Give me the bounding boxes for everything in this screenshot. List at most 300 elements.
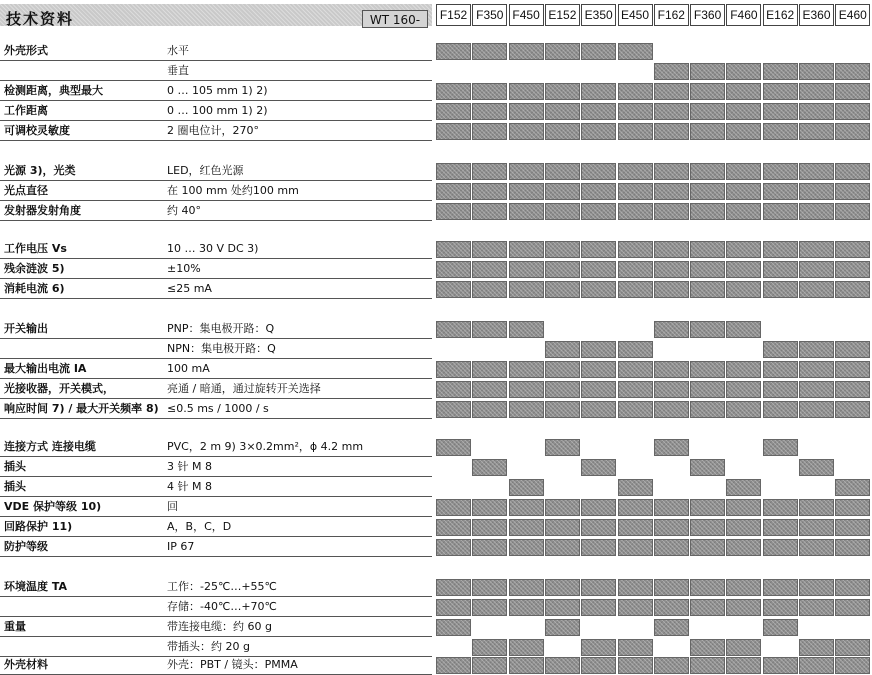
applicable-cell <box>436 203 471 220</box>
row-divider <box>0 616 432 617</box>
applicable-cell <box>545 163 580 180</box>
empty-cell <box>690 479 725 496</box>
column-header: F450 <box>509 4 544 26</box>
applicable-cell <box>618 43 653 60</box>
applicable-cell <box>835 381 870 398</box>
applicable-cell <box>436 401 471 418</box>
empty-cell <box>509 439 544 456</box>
empty-cell <box>763 639 798 656</box>
row-label: 外壳形式 <box>4 44 48 57</box>
empty-cell <box>799 479 834 496</box>
row-label: 光接收器，开关模式， <box>4 382 114 395</box>
row-label: 工作距离 <box>4 104 48 117</box>
applicable-cell <box>436 281 471 298</box>
applicable-cell <box>581 599 616 616</box>
empty-cell <box>545 639 580 656</box>
empty-cell <box>618 321 653 338</box>
empty-cell <box>726 439 761 456</box>
applicable-cell <box>472 459 507 476</box>
row-label: 光源 3)，光类 <box>4 164 76 177</box>
row-divider <box>0 378 432 379</box>
row-divider <box>0 516 432 517</box>
applicable-cell <box>690 83 725 100</box>
applicable-cell <box>690 321 725 338</box>
applicable-cell <box>472 281 507 298</box>
applicable-cell <box>799 241 834 258</box>
column-header: F162 <box>654 4 689 26</box>
applicable-cell <box>545 619 580 636</box>
applicable-cell <box>581 281 616 298</box>
applicable-cell <box>545 43 580 60</box>
applicable-cell <box>545 123 580 140</box>
applicable-cell <box>835 123 870 140</box>
empty-cell <box>436 639 471 656</box>
empty-cell <box>581 63 616 80</box>
applicable-cell <box>545 103 580 120</box>
applicable-cell <box>690 261 725 278</box>
applicable-cell <box>799 459 834 476</box>
row-value: 100 mA <box>167 362 210 375</box>
applicable-cell <box>654 439 689 456</box>
column-header: F350 <box>472 4 507 26</box>
applicable-cell <box>799 261 834 278</box>
applicable-cell <box>799 599 834 616</box>
row-value: 0 … 105 mm 1) 2) <box>167 84 268 97</box>
applicable-cell <box>726 203 761 220</box>
applicable-cell <box>472 361 507 378</box>
row-value: 垂直 <box>167 64 189 77</box>
applicable-cell <box>799 123 834 140</box>
applicable-cell <box>654 103 689 120</box>
empty-cell <box>835 459 870 476</box>
applicable-cell <box>581 499 616 516</box>
applicable-cell <box>654 361 689 378</box>
column-header: F360 <box>690 4 725 26</box>
applicable-cell <box>618 281 653 298</box>
applicable-cell <box>509 321 544 338</box>
row-label: 发射器发射角度 <box>4 204 81 217</box>
applicable-cell <box>472 381 507 398</box>
applicable-cell <box>835 361 870 378</box>
applicable-cell <box>690 639 725 656</box>
empty-cell <box>726 43 761 60</box>
applicable-cell <box>509 479 544 496</box>
applicable-cell <box>763 281 798 298</box>
applicable-cell <box>618 639 653 656</box>
applicable-cell <box>436 183 471 200</box>
applicable-cell <box>509 261 544 278</box>
applicable-cell <box>726 261 761 278</box>
applicable-cell <box>545 241 580 258</box>
applicable-cell <box>763 103 798 120</box>
empty-cell <box>618 63 653 80</box>
applicable-cell <box>763 361 798 378</box>
empty-cell <box>545 459 580 476</box>
empty-cell <box>654 43 689 60</box>
applicable-cell <box>581 361 616 378</box>
applicable-cell <box>726 599 761 616</box>
applicable-cell <box>436 599 471 616</box>
applicable-cell <box>436 657 471 674</box>
applicable-cell <box>509 519 544 536</box>
applicable-cell <box>472 43 507 60</box>
applicable-cell <box>690 459 725 476</box>
row-label: 光点直径 <box>4 184 48 197</box>
row-value: 约 40° <box>167 204 201 217</box>
applicable-cell <box>763 519 798 536</box>
applicable-cell <box>654 579 689 596</box>
applicable-cell <box>581 83 616 100</box>
row-value: 10 … 30 V DC 3) <box>167 242 259 255</box>
applicable-cell <box>545 519 580 536</box>
empty-cell <box>763 321 798 338</box>
applicable-cell <box>581 203 616 220</box>
applicable-cell <box>835 281 870 298</box>
applicable-cell <box>835 103 870 120</box>
applicable-cell <box>472 639 507 656</box>
row-divider <box>0 298 432 299</box>
applicable-cell <box>436 261 471 278</box>
applicable-cell <box>726 361 761 378</box>
applicable-cell <box>618 499 653 516</box>
applicable-cell <box>581 401 616 418</box>
applicable-cell <box>654 281 689 298</box>
applicable-cell <box>436 103 471 120</box>
column-header: E360 <box>799 4 834 26</box>
applicable-cell <box>472 203 507 220</box>
empty-cell <box>509 63 544 80</box>
applicable-cell <box>618 83 653 100</box>
applicable-cell <box>436 381 471 398</box>
applicable-cell <box>581 103 616 120</box>
applicable-cell <box>472 539 507 556</box>
empty-cell <box>545 479 580 496</box>
applicable-cell <box>726 163 761 180</box>
applicable-cell <box>472 599 507 616</box>
applicable-cell <box>472 657 507 674</box>
applicable-cell <box>690 361 725 378</box>
applicable-cell <box>472 401 507 418</box>
applicable-cell <box>618 123 653 140</box>
applicable-cell <box>618 361 653 378</box>
applicable-cell <box>654 519 689 536</box>
column-header: E162 <box>763 4 798 26</box>
empty-cell <box>436 459 471 476</box>
row-divider <box>0 556 432 557</box>
empty-cell <box>472 63 507 80</box>
empty-cell <box>581 619 616 636</box>
row-value: ≤25 mA <box>167 282 212 295</box>
applicable-cell <box>726 519 761 536</box>
applicable-cell <box>581 241 616 258</box>
applicable-cell <box>799 401 834 418</box>
applicable-cell <box>835 499 870 516</box>
applicable-cell <box>654 123 689 140</box>
applicable-cell <box>835 203 870 220</box>
applicable-cell <box>726 281 761 298</box>
applicable-cell <box>472 321 507 338</box>
applicable-cell <box>726 657 761 674</box>
applicable-cell <box>799 203 834 220</box>
applicable-cell <box>726 499 761 516</box>
applicable-cell <box>472 499 507 516</box>
applicable-cell <box>799 519 834 536</box>
row-divider <box>0 636 432 637</box>
applicable-cell <box>690 123 725 140</box>
applicable-cell <box>835 657 870 674</box>
row-divider <box>0 596 432 597</box>
applicable-cell <box>763 579 798 596</box>
applicable-cell <box>763 657 798 674</box>
empty-cell <box>835 619 870 636</box>
applicable-cell <box>690 579 725 596</box>
applicable-cell <box>690 203 725 220</box>
applicable-cell <box>763 619 798 636</box>
applicable-cell <box>472 579 507 596</box>
empty-cell <box>654 479 689 496</box>
applicable-cell <box>690 657 725 674</box>
applicable-cell <box>690 519 725 536</box>
empty-cell <box>545 321 580 338</box>
column-header: E460 <box>835 4 870 26</box>
applicable-cell <box>726 381 761 398</box>
applicable-cell <box>436 361 471 378</box>
applicable-cell <box>618 539 653 556</box>
applicable-cell <box>690 499 725 516</box>
empty-cell <box>799 619 834 636</box>
row-label: VDE 保护等级 10) <box>4 500 102 513</box>
applicable-cell <box>690 163 725 180</box>
applicable-cell <box>654 63 689 80</box>
row-divider <box>0 200 432 201</box>
applicable-cell <box>654 241 689 258</box>
row-label: 开关输出 <box>4 322 48 335</box>
applicable-cell <box>799 163 834 180</box>
empty-cell <box>509 459 544 476</box>
row-divider <box>0 536 432 537</box>
empty-cell <box>581 439 616 456</box>
applicable-cell <box>581 261 616 278</box>
row-label: 回路保护 11) <box>4 520 73 533</box>
applicable-cell <box>690 183 725 200</box>
applicable-cell <box>618 203 653 220</box>
applicable-cell <box>618 341 653 358</box>
applicable-cell <box>726 103 761 120</box>
row-value: 带插头：约 20 g <box>167 640 250 653</box>
row-divider <box>0 180 432 181</box>
applicable-cell <box>509 539 544 556</box>
applicable-cell <box>618 401 653 418</box>
empty-cell <box>618 619 653 636</box>
empty-cell <box>726 459 761 476</box>
applicable-cell <box>654 163 689 180</box>
applicable-cell <box>436 43 471 60</box>
applicable-cell <box>726 63 761 80</box>
row-divider <box>0 258 432 259</box>
applicable-cell <box>690 381 725 398</box>
empty-cell <box>472 619 507 636</box>
applicable-cell <box>726 183 761 200</box>
applicable-cell <box>509 43 544 60</box>
empty-cell <box>763 479 798 496</box>
row-divider <box>0 120 432 121</box>
applicable-cell <box>509 499 544 516</box>
applicable-cell <box>835 639 870 656</box>
row-value: 2 圈电位计，270° <box>167 124 259 137</box>
applicable-cell <box>581 123 616 140</box>
row-divider <box>0 418 432 419</box>
empty-cell <box>799 43 834 60</box>
applicable-cell <box>472 163 507 180</box>
row-divider <box>0 358 432 359</box>
applicable-cell <box>763 63 798 80</box>
applicable-cell <box>799 499 834 516</box>
empty-cell <box>436 479 471 496</box>
row-value: 在 100 mm 处约100 mm <box>167 184 299 197</box>
applicable-cell <box>763 381 798 398</box>
row-value: 0 … 100 mm 1) 2) <box>167 104 268 117</box>
empty-cell <box>654 639 689 656</box>
empty-cell <box>509 619 544 636</box>
applicable-cell <box>835 599 870 616</box>
applicable-cell <box>763 123 798 140</box>
applicable-cell <box>835 401 870 418</box>
row-value: PNP：集电极开路：Q <box>167 322 275 335</box>
row-label: 环境温度 TA <box>4 580 67 593</box>
applicable-cell <box>835 183 870 200</box>
applicable-cell <box>690 241 725 258</box>
applicable-cell <box>763 183 798 200</box>
applicable-cell <box>581 657 616 674</box>
title-bar <box>0 4 432 26</box>
row-value: 回 <box>167 500 178 513</box>
applicable-cell <box>726 639 761 656</box>
applicable-cell <box>581 183 616 200</box>
applicable-cell <box>726 401 761 418</box>
applicable-cell <box>472 83 507 100</box>
empty-cell <box>690 43 725 60</box>
applicable-cell <box>618 103 653 120</box>
row-value: ±10% <box>167 262 201 275</box>
row-divider <box>0 100 432 101</box>
applicable-cell <box>618 657 653 674</box>
applicable-cell <box>545 439 580 456</box>
applicable-cell <box>545 579 580 596</box>
row-label: 响应时间 7) / 最大开关频率 8) <box>4 402 159 415</box>
page-title: 技术资料 <box>6 10 75 28</box>
applicable-cell <box>763 499 798 516</box>
applicable-cell <box>726 123 761 140</box>
empty-cell <box>763 43 798 60</box>
applicable-cell <box>763 241 798 258</box>
applicable-cell <box>472 103 507 120</box>
applicable-cell <box>436 83 471 100</box>
empty-cell <box>654 341 689 358</box>
applicable-cell <box>545 599 580 616</box>
applicable-cell <box>835 341 870 358</box>
applicable-cell <box>436 123 471 140</box>
row-value: A，B，C，D <box>167 520 232 533</box>
applicable-cell <box>690 401 725 418</box>
applicable-cell <box>581 519 616 536</box>
applicable-cell <box>726 241 761 258</box>
applicable-cell <box>654 499 689 516</box>
applicable-cell <box>835 519 870 536</box>
row-divider <box>0 496 432 497</box>
applicable-cell <box>472 519 507 536</box>
applicable-cell <box>618 599 653 616</box>
applicable-cell <box>509 163 544 180</box>
applicable-cell <box>799 341 834 358</box>
applicable-cell <box>763 439 798 456</box>
applicable-cell <box>581 341 616 358</box>
row-value: NPN：集电极开路：Q <box>167 342 276 355</box>
applicable-cell <box>618 519 653 536</box>
applicable-cell <box>436 321 471 338</box>
applicable-cell <box>835 63 870 80</box>
applicable-cell <box>436 579 471 596</box>
applicable-cell <box>799 539 834 556</box>
row-divider <box>0 278 432 279</box>
applicable-cell <box>509 361 544 378</box>
applicable-cell <box>509 401 544 418</box>
column-header: E350 <box>581 4 616 26</box>
row-value: 外壳：PBT / 镜头：PMMA <box>167 658 298 671</box>
applicable-cell <box>436 439 471 456</box>
row-label: 防护等级 <box>4 540 48 553</box>
empty-cell <box>545 63 580 80</box>
empty-cell <box>581 479 616 496</box>
empty-cell <box>509 341 544 358</box>
row-label: 重量 <box>4 620 26 633</box>
applicable-cell <box>545 183 580 200</box>
row-value: PVC，2 m 9) 3×0.2mm²，ϕ 4.2 mm <box>167 440 364 453</box>
row-divider <box>0 60 432 61</box>
column-header: F460 <box>726 4 761 26</box>
empty-cell <box>726 341 761 358</box>
row-value: 存储：-40℃…+70℃ <box>167 600 277 613</box>
applicable-cell <box>545 341 580 358</box>
applicable-cell <box>509 599 544 616</box>
model-label: WT 160- <box>362 10 428 28</box>
applicable-cell <box>654 381 689 398</box>
applicable-cell <box>545 657 580 674</box>
applicable-cell <box>436 499 471 516</box>
empty-cell <box>654 459 689 476</box>
applicable-cell <box>654 183 689 200</box>
applicable-cell <box>799 579 834 596</box>
applicable-cell <box>472 123 507 140</box>
applicable-cell <box>436 539 471 556</box>
applicable-cell <box>690 281 725 298</box>
applicable-cell <box>581 579 616 596</box>
applicable-cell <box>509 183 544 200</box>
applicable-cell <box>799 103 834 120</box>
applicable-cell <box>509 657 544 674</box>
applicable-cell <box>509 83 544 100</box>
applicable-cell <box>509 579 544 596</box>
empty-cell <box>799 439 834 456</box>
applicable-cell <box>654 261 689 278</box>
applicable-cell <box>835 163 870 180</box>
applicable-cell <box>763 163 798 180</box>
row-value: ≤0.5 ms / 1000 / s <box>167 402 269 415</box>
row-label: 可调校灵敏度 <box>4 124 70 137</box>
row-divider <box>0 80 432 81</box>
empty-cell <box>726 619 761 636</box>
applicable-cell <box>763 203 798 220</box>
applicable-cell <box>799 183 834 200</box>
